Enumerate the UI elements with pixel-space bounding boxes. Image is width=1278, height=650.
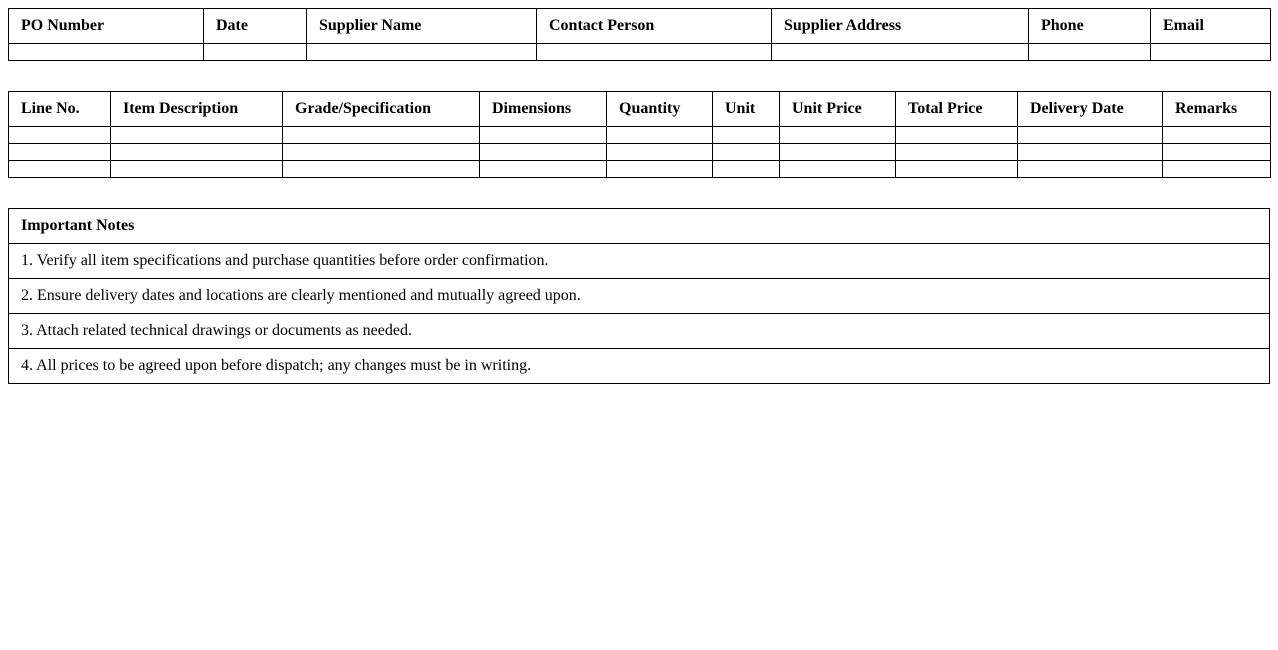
quantity-cell[interactable] bbox=[607, 127, 713, 144]
dimensions-cell[interactable] bbox=[480, 161, 607, 178]
unit-price-cell[interactable] bbox=[780, 161, 896, 178]
note-item: 2. Ensure delivery dates and locations are clearly mentioned and mutually agreed upon. bbox=[9, 279, 1270, 314]
header-po-number: PO Number bbox=[9, 9, 204, 44]
important-notes-table bbox=[8, 208, 1270, 384]
list-item bbox=[9, 314, 1270, 349]
unit-price-cell[interactable] bbox=[780, 144, 896, 161]
phone-cell[interactable] bbox=[1029, 44, 1151, 61]
total-price-cell[interactable] bbox=[896, 161, 1018, 178]
note-item: 1. Verify all item specifications and purchase quantities before order confirmation. bbox=[9, 244, 1270, 279]
supplier-header-row bbox=[9, 9, 1271, 44]
header-supplier-name: Supplier Name bbox=[307, 9, 537, 44]
list-item bbox=[9, 349, 1270, 384]
header-contact-person: Contact Person bbox=[537, 9, 772, 44]
header-total-price: Total Price bbox=[896, 92, 1018, 127]
quantity-cell[interactable] bbox=[607, 161, 713, 178]
remarks-cell[interactable] bbox=[1163, 144, 1271, 161]
header-delivery-date: Delivery Date bbox=[1018, 92, 1163, 127]
list-item bbox=[9, 244, 1270, 279]
item-description-cell[interactable] bbox=[111, 127, 283, 144]
contact-person-cell[interactable] bbox=[537, 44, 772, 61]
notes-header-row bbox=[9, 209, 1270, 244]
supplier-address-cell[interactable] bbox=[772, 44, 1029, 61]
dimensions-cell[interactable] bbox=[480, 144, 607, 161]
header-dimensions: Dimensions bbox=[480, 92, 607, 127]
line-no-cell[interactable] bbox=[9, 127, 111, 144]
line-no-cell[interactable] bbox=[9, 161, 111, 178]
remarks-cell[interactable] bbox=[1163, 127, 1271, 144]
supplier-name-cell[interactable] bbox=[307, 44, 537, 61]
item-description-cell[interactable] bbox=[111, 144, 283, 161]
header-item-description: Item Description bbox=[111, 92, 283, 127]
header-grade-specification: Grade/Specification bbox=[283, 92, 480, 127]
supplier-info-table bbox=[8, 8, 1271, 61]
line-items-table bbox=[8, 91, 1271, 178]
total-price-cell[interactable] bbox=[896, 144, 1018, 161]
quantity-cell[interactable] bbox=[607, 144, 713, 161]
email-cell[interactable] bbox=[1151, 44, 1271, 61]
total-price-cell[interactable] bbox=[896, 127, 1018, 144]
unit-price-cell[interactable] bbox=[780, 127, 896, 144]
unit-cell[interactable] bbox=[713, 144, 780, 161]
po-number-cell[interactable] bbox=[9, 44, 204, 61]
item-description-cell[interactable] bbox=[111, 161, 283, 178]
delivery-date-cell[interactable] bbox=[1018, 161, 1163, 178]
supplier-data-row bbox=[9, 44, 1271, 61]
header-supplier-address: Supplier Address bbox=[772, 9, 1029, 44]
grade-specification-cell[interactable] bbox=[283, 161, 480, 178]
header-unit-price: Unit Price bbox=[780, 92, 896, 127]
header-email: Email bbox=[1151, 9, 1271, 44]
table-row bbox=[9, 144, 1271, 161]
dimensions-cell[interactable] bbox=[480, 127, 607, 144]
header-quantity: Quantity bbox=[607, 92, 713, 127]
delivery-date-cell[interactable] bbox=[1018, 127, 1163, 144]
header-phone: Phone bbox=[1029, 9, 1151, 44]
notes-title: Important Notes bbox=[9, 209, 1270, 244]
table-row bbox=[9, 161, 1271, 178]
unit-cell[interactable] bbox=[713, 127, 780, 144]
grade-specification-cell[interactable] bbox=[283, 144, 480, 161]
remarks-cell[interactable] bbox=[1163, 161, 1271, 178]
delivery-date-cell[interactable] bbox=[1018, 144, 1163, 161]
note-item: 3. Attach related technical drawings or documents as needed. bbox=[9, 314, 1270, 349]
line-no-cell[interactable] bbox=[9, 144, 111, 161]
header-remarks: Remarks bbox=[1163, 92, 1271, 127]
note-item: 4. All prices to be agreed upon before dispatch; any changes must be in writing. bbox=[9, 349, 1270, 384]
header-line-no: Line No. bbox=[9, 92, 111, 127]
items-header-row bbox=[9, 92, 1271, 127]
table-row bbox=[9, 127, 1271, 144]
unit-cell[interactable] bbox=[713, 161, 780, 178]
date-cell[interactable] bbox=[204, 44, 307, 61]
grade-specification-cell[interactable] bbox=[283, 127, 480, 144]
list-item bbox=[9, 279, 1270, 314]
header-unit: Unit bbox=[713, 92, 780, 127]
header-date: Date bbox=[204, 9, 307, 44]
